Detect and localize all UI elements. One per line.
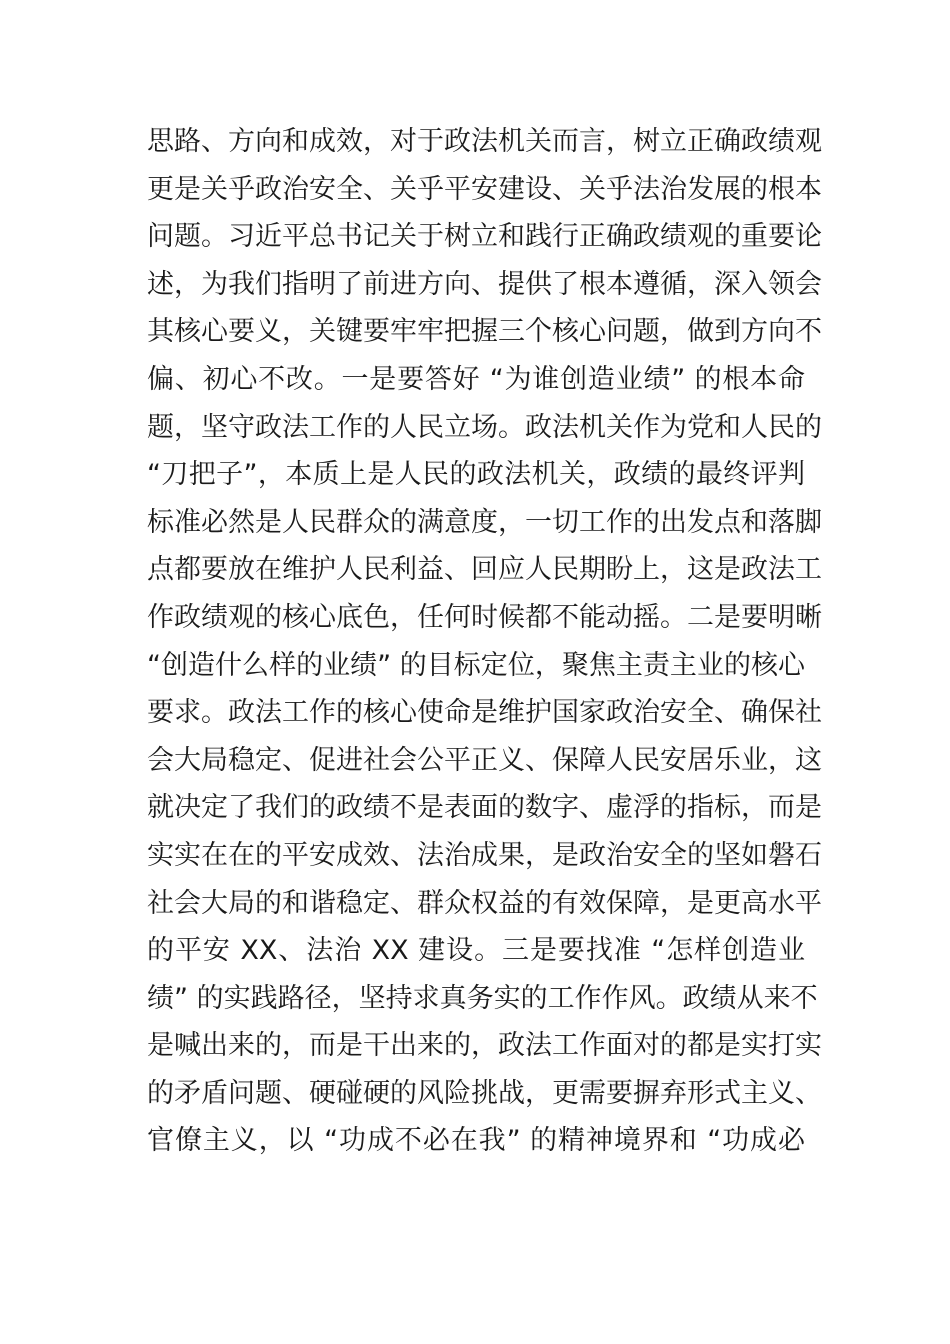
text-line: “创造什么样的业绩” 的目标定位，聚焦主责主业的核心 xyxy=(147,649,805,681)
text-line: 的平安 XX、法治 XX 建设。三是要找准 “怎样创造业 xyxy=(147,935,805,967)
text-line: 就决定了我们的政绩不是表面的数字、虚浮的指标，而是 xyxy=(147,792,822,824)
text-line: 其核心要义，关键要牢牢把握三个核心问题，做到方向不 xyxy=(147,316,822,348)
text-line: 作政绩观的核心底色，任何时候都不能动摇。二是要明晰 xyxy=(147,601,822,633)
text-line: 偏、初心不改。一是要答好 “为谁创造业绩” 的根本命 xyxy=(147,363,805,395)
text-line: 会大局稳定、促进社会公平正义、保障人民安居乐业，这 xyxy=(147,744,822,776)
text-line: 标准必然是人民群众的满意度，一切工作的出发点和落脚 xyxy=(147,506,822,538)
text-line: 更是关乎政治安全、关乎平安建设、关乎法治发展的根本 xyxy=(147,173,822,205)
text-line: 思路、方向和成效，对于政法机关而言，树立正确政绩观 xyxy=(147,126,822,157)
text-line: 点都要放在维护人民利益、回应人民期盼上，这是政法工 xyxy=(147,554,822,586)
text-line: 实实在在的平安成效、法治成果，是政治安全的坚如磐石 xyxy=(147,839,822,871)
text-line: 的矛盾问题、硬碰硬的风险挑战，更需要摒弃形式主义、 xyxy=(147,1077,822,1109)
document-body xyxy=(147,118,822,1165)
text-line: 要求。政法工作的核心使命是维护国家政治安全、确保社 xyxy=(147,697,822,729)
text-line: 官僚主义，以 “功成不必在我” 的精神境界和 “功成必 xyxy=(147,1125,805,1157)
text-line: 是喊出来的，而是干出来的，政法工作面对的都是实打实 xyxy=(147,1030,822,1062)
text-line: 述，为我们指明了前进方向、提供了根本遵循，深入领会 xyxy=(147,268,822,300)
text-line: 社会大局的和谐稳定、群众权益的有效保障，是更高水平 xyxy=(147,887,822,919)
text-line: 问题。习近平总书记关于树立和践行正确政绩观的重要论 xyxy=(147,221,822,253)
text-line: 题，坚守政法工作的人民立场。政法机关作为党和人民的 xyxy=(147,411,822,443)
text-line: 绩” 的实践路径，坚持求真务实的工作作风。政绩从来不 xyxy=(147,982,818,1014)
text-line: “刀把子”，本质上是人民的政法机关，政绩的最终评判 xyxy=(147,459,805,491)
